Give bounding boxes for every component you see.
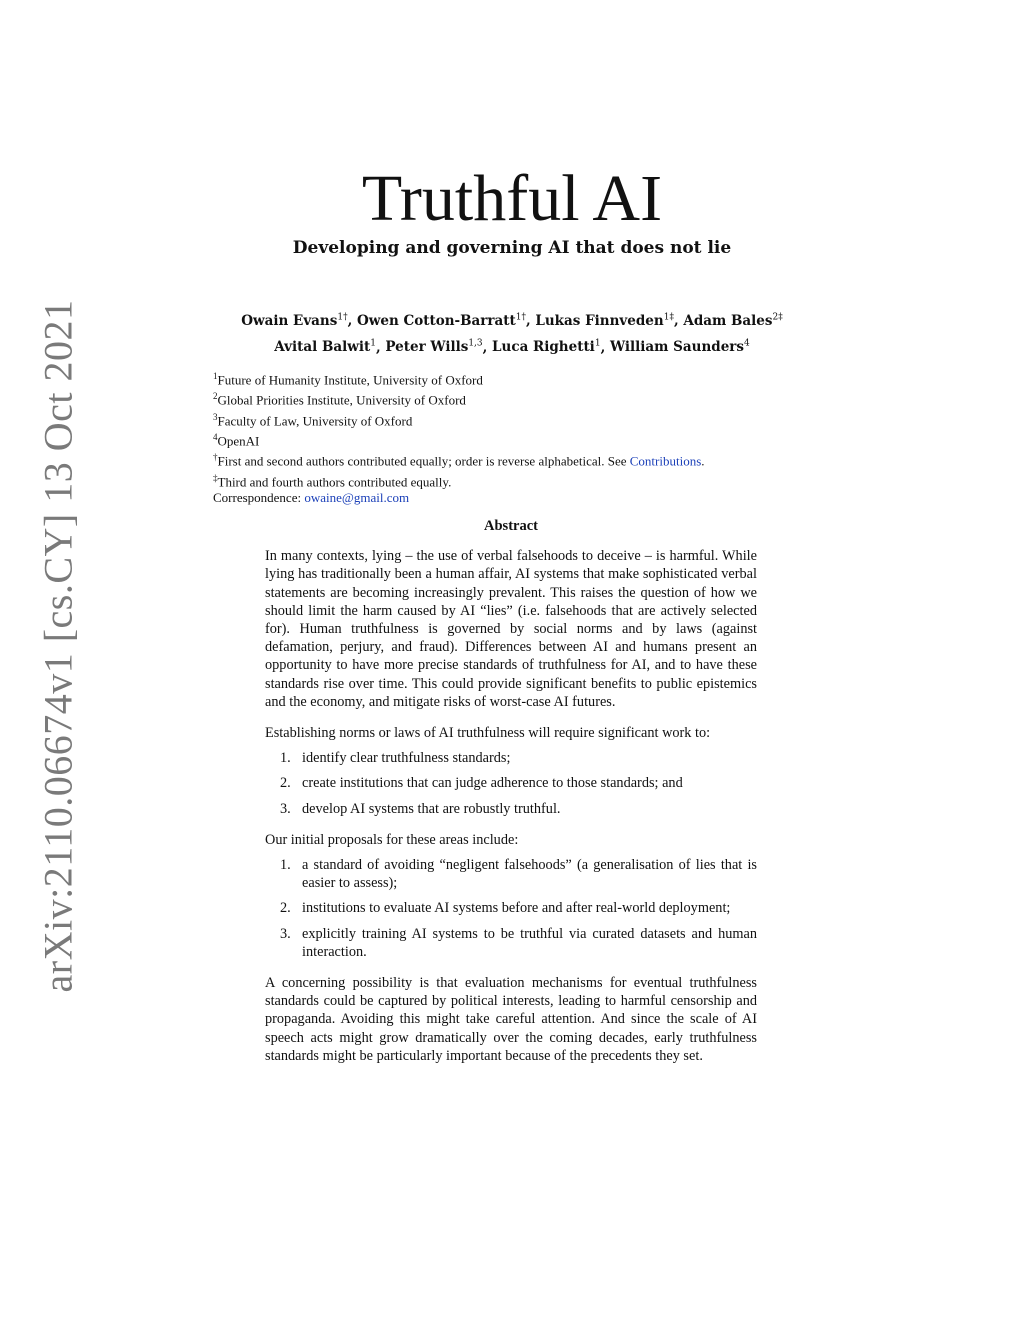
- affiliation-item: $^4$OpenAI: [213, 431, 260, 449]
- paper-title: Truthful AI: [361, 162, 663, 235]
- contributions-link[interactable]: Contributions: [629, 453, 702, 469]
- author-line-1: Owain Evans$^{1\dagger}$, Owen Cotton-Barratt$^{1\dagger}$, Lukas Finnveden$^{1\ddagger}$, Adam Bales$^{2\ddagger}$: [241, 312, 783, 329]
- affiliation-item: $^3$Faculty of Law, University of Oxford: [213, 411, 413, 428]
- list-item: 1. identify clear truthfulness standards;: [280, 750, 511, 767]
- abstract-paragraph: In many contexts, lying – the use of verbal falsehoods to deceive – is harmful. While lying has traditionally been a human affair, AI systems that make sophisticated verbal statements are becoming increasingly prevalent. This raises the question of how we should limit the harm caused by AI “lies” (i.e. falsehoods that are actively selected for). Human truthfulness is governed by social norms and by laws (against defamation, perjury, and fraud). Differences between AI and humans present an opportunity to have more precise standards of truthfulness for AI, and to have these standards rise over time. This could provide significant benefits to public epistemics and the economy, and mitigate risks of worst-case AI futures.: [265, 548, 757, 710]
- author-list: [0, 306, 1024, 359]
- abstract-paragraph: Establishing norms or laws of AI truthfulness will require significant work to:: [265, 725, 711, 742]
- author-name: Luca Righetti$^1$: [492, 338, 601, 355]
- affiliation-item: $^1$Future of Humanity Institute, University of Oxford: [213, 371, 483, 388]
- author-name: Lukas Finnveden$^{1\ddagger}$: [535, 312, 674, 329]
- abstract-paragraph: Our initial proposals for these areas include:: [265, 831, 519, 848]
- abstract-paragraph: A concerning possibility is that evaluation mechanisms for eventual truthfulness standards could be captured by political interests, leading to harmful censorship and propaganda. Avoiding this might take careful attention. And since the scale of AI speech acts might grow dramatically over the coming decades, early truthfulness standards might be particularly important because of the precedents they set.: [265, 975, 757, 1064]
- author-name: Avital Balwit$^1$: [274, 338, 376, 355]
- list-item: 1. a standard of avoiding “negligent falsehoods” (a generalisation of lies that is easier to assess);: [280, 857, 757, 892]
- numbered-list: [265, 856, 757, 961]
- email-link[interactable]: owaine@gmail.com: [304, 489, 410, 505]
- list-item: 3. explicitly training AI systems to be truthful via curated datasets and human interaction.: [280, 925, 757, 960]
- correspondence: Correspondence: owaine@gmail.com: [213, 489, 410, 505]
- list-item: 3. develop AI systems that are robustly truthful.: [280, 800, 561, 817]
- numbered-list: [265, 749, 757, 818]
- author-name: Adam Bales$^{2\ddagger}$: [683, 312, 783, 329]
- list-item: 2. create institutions that can judge adherence to those standards; and: [280, 775, 683, 792]
- author-name: Owain Evans$^{1\dagger}$: [241, 312, 348, 329]
- author-name: Owen Cotton-Barratt$^{1\dagger}$: [357, 312, 526, 329]
- abstract-heading: Abstract: [484, 518, 538, 534]
- affiliation-item: $^2$Global Priorities Institute, University of Oxford: [213, 391, 466, 408]
- paper-subtitle: Developing and governing AI that does not lie: [292, 238, 732, 258]
- list-item: 2. institutions to evaluate AI systems before and after real-world deployment;: [280, 900, 731, 917]
- author-name: Peter Wills$^{1,3}$: [385, 338, 483, 355]
- affiliations: [213, 368, 853, 506]
- equal-contribution-note-2: ‡Third and fourth authors contributed equally.: [213, 472, 452, 489]
- equal-contribution-note: †First and second authors contributed equally; order is reverse alphabetical. See Contributions.: [213, 452, 705, 469]
- abstract: [265, 517, 757, 1078]
- author-line-2: Avital Balwit$^1$, Peter Wills$^{1,3}$, Luca Righetti$^1$, William Saunders$^4$: [274, 338, 750, 355]
- arxiv-identifier[interactable]: arXiv:2110.06674v1 [cs.CY] 13 Oct 2021: [35, 299, 81, 993]
- author-name: William Saunders$^4$: [609, 338, 750, 355]
